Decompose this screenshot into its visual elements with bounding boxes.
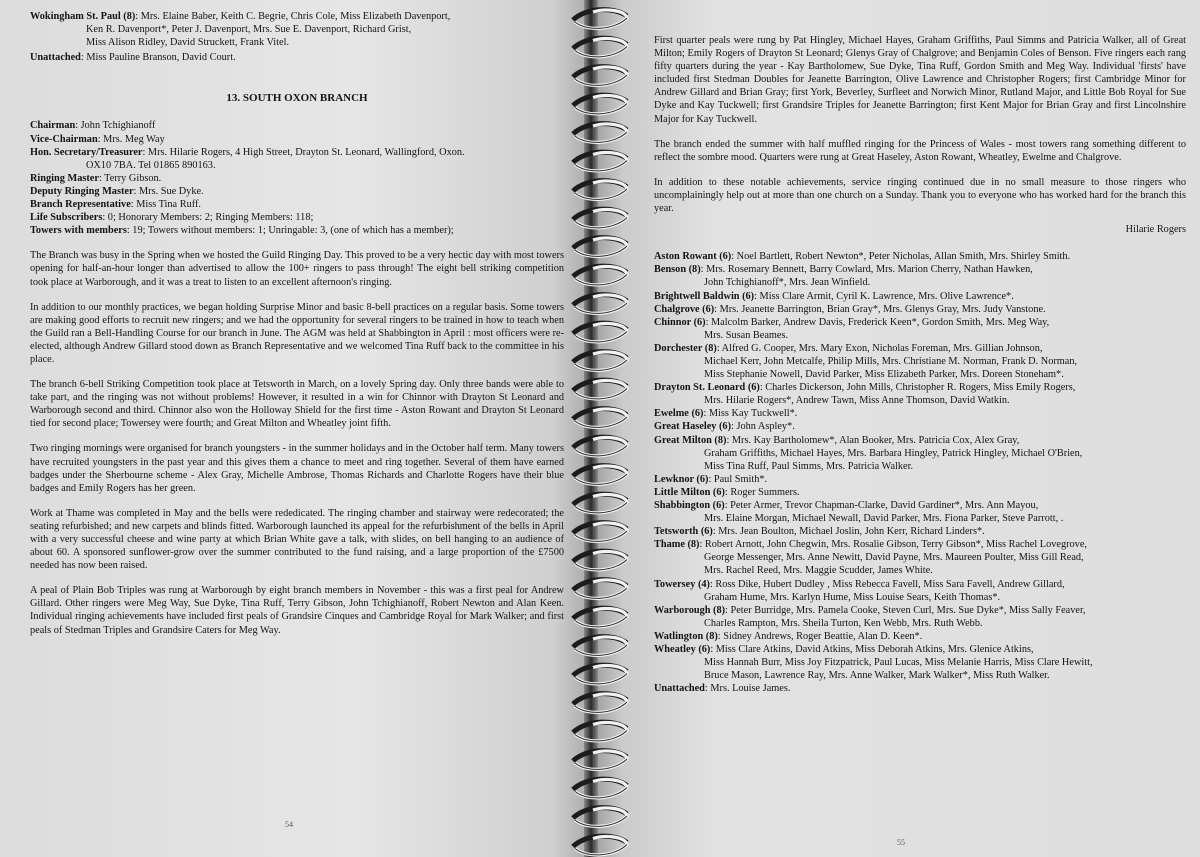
officer-value: : Mrs. Hilarie Rogers, 4 High Street, Drayton St. Leonard, Wallingford, Oxon. (142, 146, 465, 158)
tower-entry (654, 316, 1186, 329)
binding-coil (573, 722, 627, 741)
tower-members: Mrs. Elaine Morgan, Michael Newall, David Parker, Mrs. Fiona Parker, Steve Parrott, . (704, 513, 1064, 525)
tower-members: : Peter Armer, Trevor Chapman-Clarke, David Gardiner*, Mrs. Ann Mayou, (724, 500, 1039, 511)
officer-label: Deputy Ringing Master (30, 185, 134, 197)
officer-value: : John Tchighianoff (75, 120, 156, 132)
tower-members: : John Aspley*. (731, 421, 795, 433)
tower-members: Miss Tina Ruff, Paul Simms, Mrs. Patricia Walker. (704, 460, 914, 472)
tower-members: : Sidney Andrews, Roger Beattie, Alan D. Keen*. (717, 630, 923, 642)
report-paragraph: In addition to our monthly practices, we began holding Surprise Minor and basic 8-bell practices on a regular basis. Some towers are making good efforts to recruit new ringers; and we had the opportunity for several ringers to be trained in how to teach when the Guild ran a Bell-Handling Course for our branch in June. The AGM was held at Shabbington in April : most officers were re-elected, although Andrew Gillard stood down as Branch Representative and we welcomed Tina Ruff back to the committee in his place. (30, 301, 564, 365)
tower-members: : Mrs. Elaine Baber, Keith C. Begrie, Chris Cole, Miss Elizabeth Davenport, (135, 11, 451, 22)
tower-members: : Mrs. Rosemary Bennett, Barry Cowlard, Mrs. Marion Cherry, Nathan Hawken, (700, 264, 1033, 276)
tower-members: : Malcolm Barker, Andrew Davis, Frederick Keen*, Gordon Smith, Mrs. Meg Way, (705, 316, 1050, 328)
tower-members: : Roger Summers. (724, 486, 800, 498)
binding-coil (573, 10, 627, 29)
page-number: 55 (897, 838, 905, 847)
tower-name: Aston Rowant (6) (654, 251, 732, 263)
tower-members: Bruce Mason, Lawrence Ray, Mrs. Anne Walker, Mark Walker*, Miss Ruth Walker. (704, 670, 1050, 682)
tower-members: : Noel Bartlett, Robert Newton*, Peter Nicholas, Allan Smith, Mrs. Shirley Smith. (731, 251, 1071, 263)
tower-members: : Alfred G. Cooper, Mrs. Mary Exon, Nicholas Foreman, Mrs. Gillian Johnson, (716, 342, 1043, 354)
tower-name: Ewelme (6) (654, 408, 704, 420)
officer-value: OX10 7BA. Tel 01865 890163. (86, 159, 216, 171)
officer-label: Towers with members (30, 225, 127, 237)
tower-entry (654, 473, 1186, 486)
tower-members: John Tchighianoff*, Mrs. Jean Winfield. (704, 277, 871, 289)
report-paragraph: A peal of Plain Bob Triples was rung at Warborough by eight branch members in November - this was a first peal for Andrew Gillard. Other ringers were Meg Way, Sue Dyke, Tina Ruff, Terry Gibson, John Tchighianoff, Robert Newton and Alan Keen. Individual ringing achievements have included first peals of Grandsire Cinques and Cambridge Royal for Mark Walker; and first peals of Stedman Triples and Grandsire Caters for Meg Way. (30, 585, 564, 636)
tower-members: Mrs. Susan Beames. (704, 329, 789, 341)
report-paragraph: The branch 6-bell Striking Competition took place at Tetsworth in March, on a lovely Spring day. Only three bands were able to take part, and the ringing was not without problems! However, it resulted in a win for Chinnor with Drayton St Leonard and Warborough second and third. Chinnor also won the Holloway Shield for the first time - Aston Rowant and Drayton St Leonard tied for second place; Towersey were fourth; and Great Milton and Wheatley joint fifth. (30, 379, 564, 430)
tower-members: Charles Rampton, Mrs. Sheila Turton, Ken Webb, Mrs. Ruth Webb. (704, 617, 983, 629)
tower-members: : Mrs. Jean Boulton, Michael Joslin, John Kerr, Richard Linders*. (712, 526, 985, 538)
tower-list (654, 250, 1186, 695)
binding-coil (573, 779, 627, 798)
tower-members: Miss Hannah Burr, Miss Joy Fitzpatrick, Paul Lucas, Miss Melanie Harris, Miss Clare Hewitt, (704, 657, 1093, 669)
officer-label: Branch Representative (30, 199, 131, 211)
tower-members: : Paul Smith*. (708, 473, 768, 485)
tower-name: Towersey (4) (654, 578, 710, 590)
binding-coil (573, 409, 627, 428)
tower-name: Dorchester (8) (654, 342, 717, 354)
officer-label: Life Subscribers (30, 212, 103, 224)
binding-coil (573, 209, 627, 228)
tower-members: : Miss Clare Atkins, David Atkins, Miss Deborah Atkins, Mrs. Glenice Atkins, (710, 644, 1034, 656)
tower-name: Chalgrove (6) (654, 303, 715, 315)
tower-name: Wokingham St. Paul (8) (30, 11, 136, 22)
officers-list (30, 119, 564, 237)
officer-value: : Mrs. Sue Dyke. (133, 185, 204, 197)
tower-members: : Miss Clare Armit, Cyril K. Lawrence, Mrs. Olive Lawrence*. (754, 290, 1014, 302)
officer-label: Ringing Master (30, 172, 99, 184)
tower-entry (654, 643, 1186, 656)
binding-coil (573, 38, 627, 57)
binding-coil (573, 67, 627, 86)
tower-name: Brightwell Baldwin (6) (654, 290, 755, 302)
tower-entry (654, 381, 1186, 394)
signature: Hilarie Rogers (1125, 224, 1186, 236)
tower-name: Little Milton (6) (654, 486, 725, 498)
report-paragraph: In addition to these notable achievements, service ringing continued due in no small measure to those ringers who uncomplainingly help out at more than one church on a Sunday. Thank you to everyone who has worked hard for the branch this year. (654, 176, 1186, 215)
tower-entry (654, 342, 1186, 355)
tower-name: Thame (8) (654, 539, 700, 551)
tower-name: Benson (8) (654, 264, 701, 276)
tower-name: Great Milton (8) (654, 434, 727, 446)
binding-coil (573, 323, 627, 342)
tower-entry (654, 682, 1186, 695)
branch-heading: 13. SOUTH OXON BRANCH (226, 92, 368, 105)
binding-coil (573, 808, 627, 827)
tower-members: Graham Hume, Mrs. Karlyn Hume, Miss Louise Sears, Keith Thomas*. (704, 591, 1001, 603)
tower-name: Tetsworth (6) (654, 526, 713, 538)
binding-coil (573, 608, 627, 627)
tower-name: Wheatley (6) (654, 644, 711, 656)
tower-entry (654, 420, 1186, 433)
officer-value: : 0; Honorary Members: 2; Ringing Members: 118; (102, 212, 314, 224)
tower-members: Ken R. Davenport*, Peter J. Davenport, Mrs. Sue E. Davenport, Richard Grist, (86, 24, 412, 36)
report-paragraph: Work at Thame was completed in May and the bells were rededicated. The ringing chamber and stairway were redecorated; the seating refurbished; and new carpets and blinds fitted. Warborough launched its appeal for the refurbishment of the bells in April with a very successful cheese and wine party at which Brian White gave a talk, with slides, on bell hanging to an audience of about 60. A sponsored sunflower-grow over the summer contributed to the fund raising, and a large proportion of the £7500 needed has now been raised. (30, 507, 564, 572)
tower-entry (654, 486, 1186, 499)
binding-coil (573, 637, 627, 656)
binding-coil (573, 266, 627, 285)
tower-members: : Mrs. Louise James. (704, 683, 791, 695)
tower-members: : Miss Kay Tuckwell*. (703, 408, 798, 420)
tower-entry (654, 630, 1186, 643)
tower-entry (654, 499, 1186, 512)
tower-members: Mrs. Hilarie Rogers*, Andrew Tawn, Miss Anne Thomson, David Watkin. (704, 395, 1010, 407)
tower-entry (654, 434, 1186, 447)
unattached-members: : Miss Pauline Branson, David Court. (80, 52, 236, 64)
officer-label: Hon. Secretary/Treasurer (30, 146, 143, 158)
binding-coil (573, 466, 627, 485)
officer-label: Chairman (30, 120, 76, 132)
right-page (592, 0, 1200, 857)
report-paragraph: The branch ended the summer with half muffled ringing for the Princess of Wales - most towers rang something different to reflect the sombre mood. Quarters were rung at Great Haseley, Aston Rowant, Wheatley, Ewelme and Chalgrove. (654, 138, 1186, 163)
binding-coil (573, 152, 627, 171)
tower-members: : Mrs. Jeanette Barrington, Brian Gray*, Mrs. Glenys Gray, Mrs. Judy Vanstone. (714, 303, 1046, 315)
tower-name: Unattached (654, 683, 705, 695)
officer-value: : Terry Gibson. (98, 172, 162, 184)
binding-coil (573, 295, 627, 314)
binding-coil (573, 523, 627, 542)
tower-name: Lewknor (6) (654, 473, 709, 485)
binding-coil (573, 694, 627, 713)
tower-members: : Charles Dickerson, John Mills, Christopher R. Rogers, Miss Emily Rogers, (759, 382, 1076, 394)
binding-coil (573, 751, 627, 770)
binding-coil (573, 551, 627, 570)
tower-name: Drayton St. Leonard (6) (654, 382, 760, 394)
tower-members: : Mrs. Kay Bartholomew*, Alan Booker, Mrs. Patricia Cox, Alex Gray, (726, 434, 1020, 446)
binding-coil (573, 380, 627, 399)
tower-name: Watlington (8) (654, 630, 718, 642)
tower-members: Miss Alison Ridley, David Struckett, Frank Vitel. (86, 37, 290, 49)
binding-coil (573, 836, 627, 855)
tower-entry (654, 538, 1186, 551)
tower-entry (654, 263, 1186, 276)
tower-entry (654, 604, 1186, 617)
left-page (0, 0, 590, 857)
tower-entry (654, 250, 1186, 263)
tower-members: Miss Stephanie Nowell, David Parker, Miss Elizabeth Parker, Mrs. Doreen Stoneham*. (704, 369, 1064, 381)
tower-members: Graham Griffiths, Michael Hayes, Mrs. Barbara Hingley, Patrick Hingley, Michael O'Brien, (704, 447, 1083, 459)
binding-coil (573, 437, 627, 456)
report-paragraph: The Branch was busy in the Spring when we hosted the Guild Ringing Day. This proved to be a very hectic day with most towers opening for half-an-hour longer than advertised to allow the 100+ ringers to pass through! The eight bell striking competition took place at Warborough, and it was a treat to listen to an excellent afternoon's ringing. (30, 250, 564, 288)
binding-coil (573, 665, 627, 684)
officer-value: : Mrs. Meg Way (97, 133, 165, 145)
officer-value: : Miss Tina Ruff. (130, 199, 201, 211)
binding-coil (573, 124, 627, 143)
tower-members: : Robert Arnott, John Chegwin, Mrs. Rosalie Gibson, Terry Gibson*, Miss Rachel Lovegrove, (699, 539, 1087, 551)
tower-members: : Ross Dike, Hubert Dudley , Miss Rebecca Favell, Miss Sara Favell, Andrew Gillard, (709, 578, 1065, 590)
tower-entry (654, 303, 1186, 316)
officer-value: : 19; Towers without members: 1; Unringable: 3, (one of which has a member); (126, 225, 454, 237)
report-paragraph: First quarter peals were rung by Pat Hingley, Michael Hayes, Graham Griffiths, Paul Simms and Patricia Walker, all of Great Milton; Emily Rogers of Drayton St Leonard; Glenys Gray of Chalgrove; and Benjamin Coles of Benson. Five ringers each rang fifty quarters during the year - Kay Bartholomew, Sue Dyke, Tina Ruff, Gordon Smith and Meg Way. Individual 'firsts' have included first Stedman Doubles for Jeanette Barrington, Olive Lawrence and Christopher Rogers; first Cambridge Minor for Andrew Gillard and Brian Gray; first York, Beverley, Surfleet and Norwich Minor, Rutland Major, and Little Bob Royal for Sue Dyke and Kay Tuckwell; first Grandsire Triples for Jeanette Barrington; first Kent Major for Brian Gray and first Lincolnshire Major for Kay Tuckwell. (654, 35, 1186, 125)
tower-entry (654, 525, 1186, 538)
binding-coil (573, 494, 627, 513)
binding-coil (573, 238, 627, 257)
binding-coil (573, 181, 627, 200)
officer-label: Vice-Chairman (30, 133, 98, 145)
tower-members: George Messenger, Mrs. Anne Newitt, David Payne, Mrs. Maureen Poulter, Miss Gill Read, (704, 552, 1084, 564)
tower-entry (654, 407, 1186, 420)
spiral-binding (565, 0, 635, 857)
tower-entry (654, 578, 1186, 591)
tower-members: : Peter Burridge, Mrs. Pamela Cooke, Steven Curl, Mrs. Sue Dyke*, Miss Sally Feaver, (725, 604, 1086, 616)
tower-name: Warborough (8) (654, 604, 726, 616)
report-paragraph: Two ringing mornings were organised for branch youngsters - in the summer holidays and in the October half term. Many towers have recruited youngsters in the past year and this gives them a chance to meet and ring together. Several of them have earned badges under the Sherbourne scheme - Alex Gray, Michelle Ambrose, Thomas Richards and Charlotte Rogers have their blue badges and Emily Rogers has her green. (30, 443, 564, 494)
tower-name: Chinnor (6) (654, 316, 706, 328)
tower-members: Mrs. Rachel Reed, Mrs. Maggie Scudder, James White. (704, 565, 933, 577)
tower-name: Great Haseley (6) (654, 421, 732, 433)
binding-coil (573, 95, 627, 114)
binding-coil (573, 352, 627, 371)
binding-coil (573, 580, 627, 599)
page-number: 54 (285, 820, 293, 829)
unattached-label: Unattached (30, 52, 81, 64)
tower-entry (654, 290, 1186, 303)
tower-name: Shabbington (6) (654, 500, 725, 511)
wokingham-entry (30, 10, 564, 64)
tower-members: Michael Kerr, John Metcalfe, Philip Mills, Mrs. Christiane M. Norman, Frank D. Norman, (704, 355, 1078, 367)
